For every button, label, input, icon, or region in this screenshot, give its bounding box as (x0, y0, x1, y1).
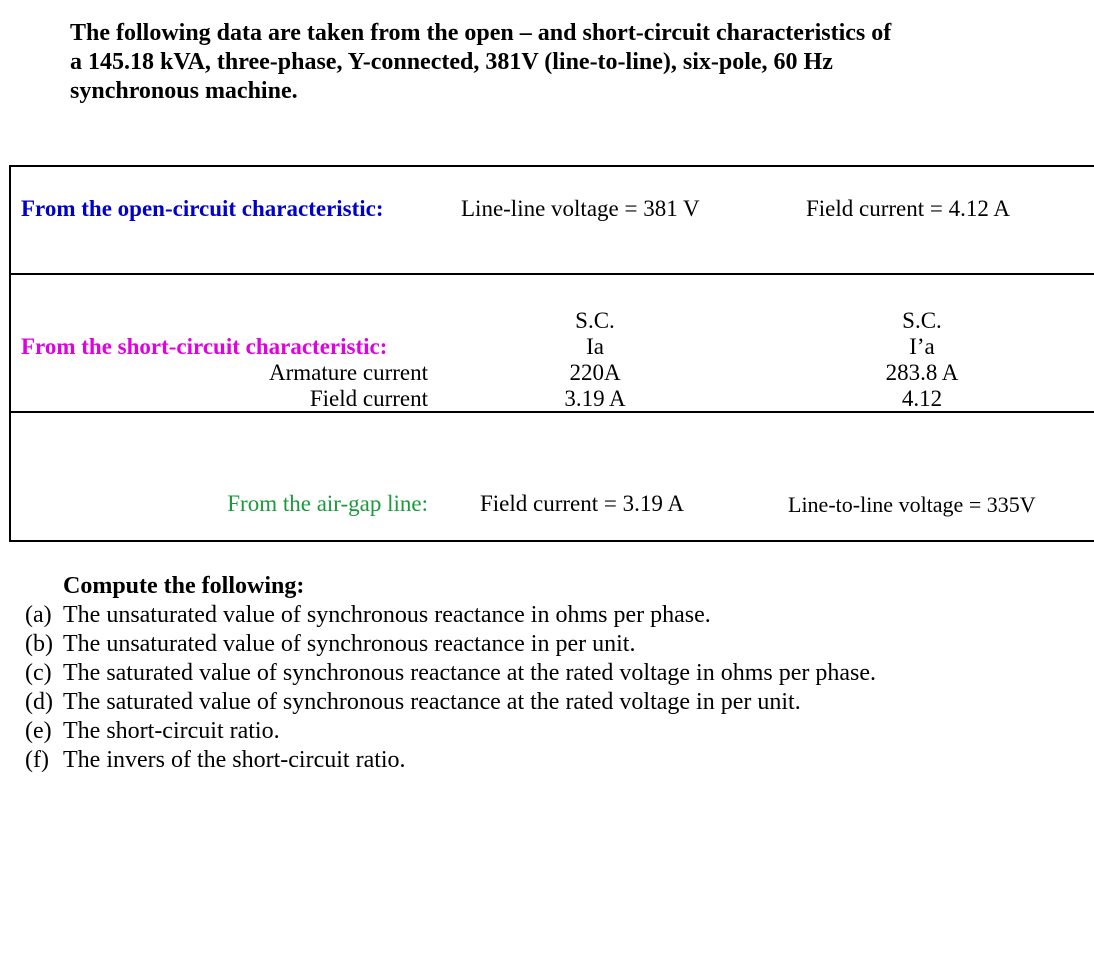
intro-line-1: The following data are taken from the open – and short-circuit characteristics of (70, 20, 892, 46)
question-text: The invers of the short-circuit ratio. (63, 747, 406, 773)
question-letter: (e) (25, 718, 52, 744)
question-text: The unsaturated value of synchronous reactance in ohms per phase. (63, 602, 711, 628)
compute-section (25, 572, 876, 775)
question-item (25, 746, 876, 775)
characteristics-data-box (9, 165, 1094, 542)
question-text: The saturated value of synchronous reactance at the rated voltage in ohms per phase. (63, 660, 877, 686)
compute-heading: Compute the following: (63, 573, 305, 599)
question-text: The saturated value of synchronous reactance at the rated voltage in per unit. (63, 689, 801, 715)
question-letter: (f) (25, 747, 49, 773)
intro-line-3: synchronous machine. (70, 78, 298, 104)
question-item (25, 630, 876, 659)
air-gap-voltage: Line-to-line voltage = 335V (788, 492, 1036, 517)
question-item (25, 717, 876, 746)
field-current-label: Field current (309, 386, 428, 411)
question-text: The short-circuit ratio. (63, 718, 280, 744)
problem-intro (70, 19, 1070, 106)
divider-line (11, 273, 1094, 275)
air-gap-label: From the air-gap line: (227, 491, 428, 516)
open-circuit-voltage: Line-line voltage = 381 V (461, 196, 700, 221)
sc-col1-header-2: Ia (586, 334, 604, 359)
sc-col2-armature: 283.8 A (885, 360, 959, 385)
question-item (25, 659, 876, 688)
question-item (25, 601, 876, 630)
open-circuit-field-current: Field current = 4.12 A (806, 196, 1010, 221)
question-letter: (b) (25, 631, 53, 657)
air-gap-field-current: Field current = 3.19 A (480, 491, 684, 516)
sc-col2-header-2: I’a (909, 334, 935, 359)
question-letter: (d) (25, 689, 53, 715)
sc-col1-field: 3.19 A (564, 386, 626, 411)
question-letter: (a) (25, 602, 52, 628)
armature-current-label: Armature current (268, 360, 428, 385)
sc-col1-header-1: S.C. (575, 308, 615, 333)
sc-col2-field: 4.12 (901, 386, 943, 411)
short-circuit-label: From the short-circuit characteristic: (21, 334, 388, 359)
open-circuit-label: From the open-circuit characteristic: (21, 196, 384, 221)
question-text: The unsaturated value of synchronous reactance in per unit. (63, 631, 636, 657)
intro-line-2: a 145.18 kVA, three-phase, Y-connected, 381V (line-to-line), six-pole, 60 Hz (70, 49, 833, 75)
sc-col2-header-1: S.C. (902, 308, 942, 333)
question-item (25, 688, 876, 717)
question-letter: (c) (25, 660, 52, 686)
sc-col1-armature: 220A (569, 360, 621, 385)
question-list (25, 601, 876, 775)
